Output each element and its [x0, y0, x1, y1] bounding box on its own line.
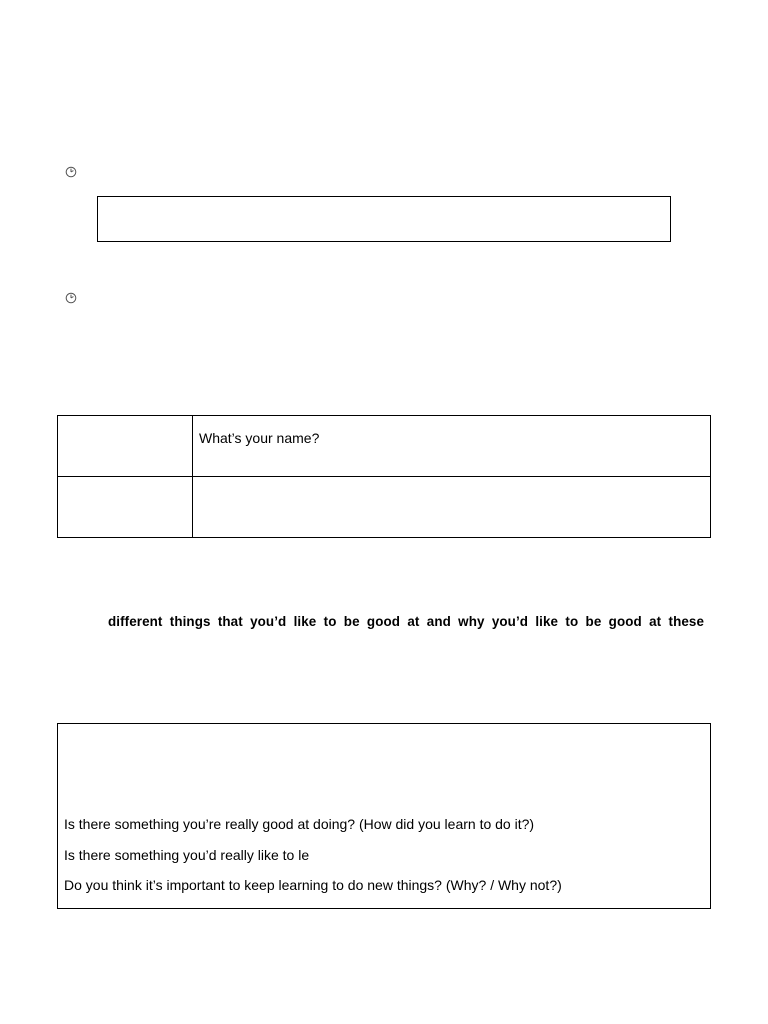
table-row: [58, 477, 711, 538]
table-label-cell: [58, 477, 193, 538]
table-value: [193, 477, 710, 491]
table-label: [58, 416, 192, 430]
question-like-to-learn: Is there something you’d really like to le: [64, 847, 310, 863]
table-label-cell: [58, 416, 193, 477]
table-value-cell[interactable]: [193, 477, 711, 538]
table-label: [58, 477, 192, 491]
name-table: [57, 415, 711, 538]
question-box: [57, 723, 711, 909]
question-good-at: Is there something you’re really good at doing? (How did you learn to do it?): [64, 816, 535, 832]
name-question: What’s your name?: [199, 430, 320, 446]
table-row: [58, 416, 711, 477]
clock-icon: [65, 166, 77, 178]
clock-icon: [65, 292, 77, 304]
table-value-cell[interactable]: [193, 416, 711, 477]
question-keep-learning: Do you think it’s important to keep learning to do new things? (Why? / Why not?): [64, 877, 562, 893]
answer-box[interactable]: [97, 196, 671, 242]
writing-prompt: different things that you’d like to be good at and why you’d like to be good at these: [108, 614, 704, 629]
